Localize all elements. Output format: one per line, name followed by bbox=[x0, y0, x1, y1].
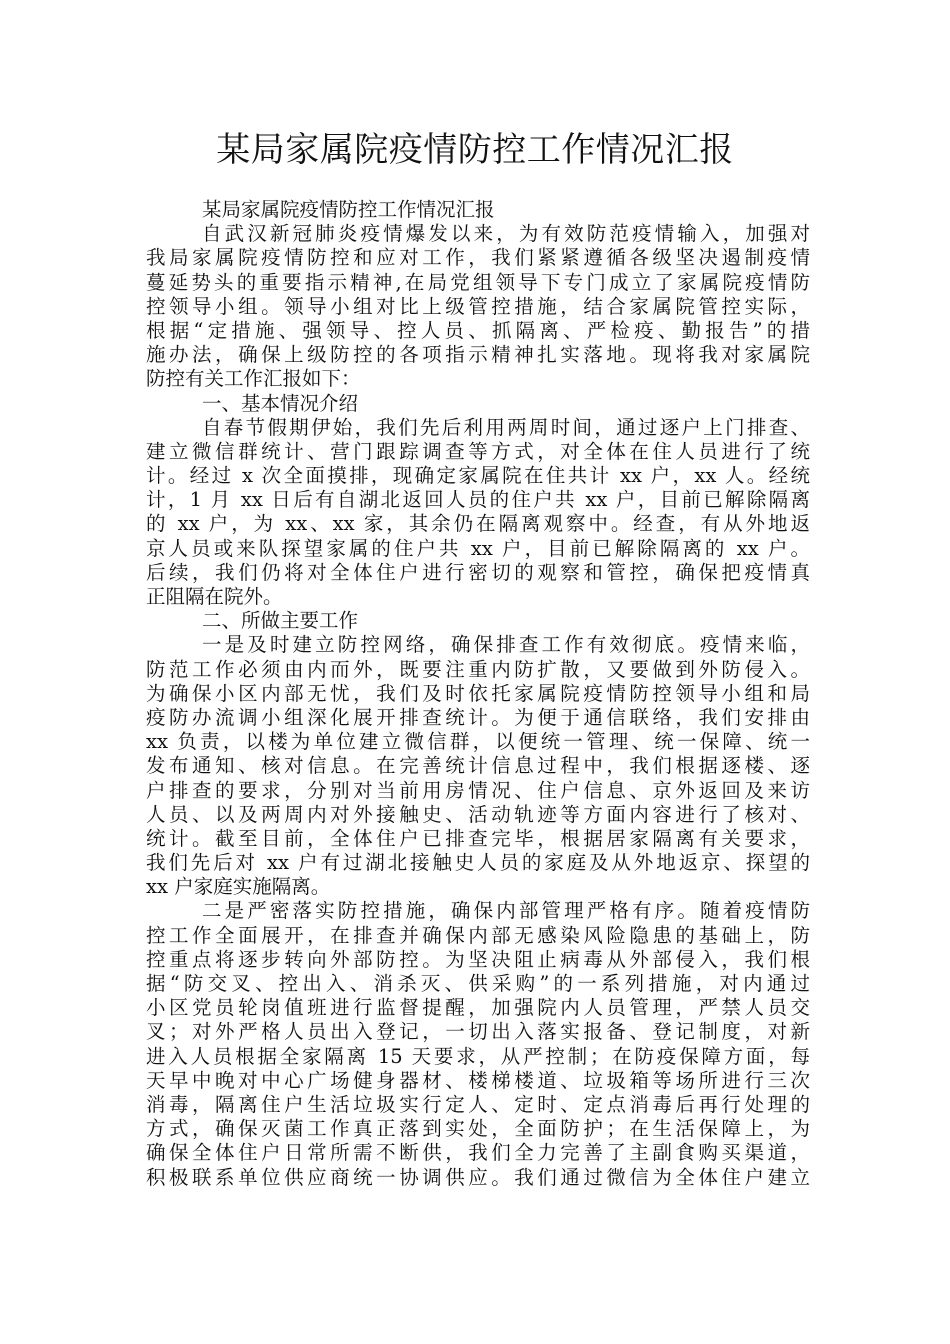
text-line: 控领导小组。领导小组对比上级管控措施，结合家属院管控实际， bbox=[146, 294, 810, 318]
text-line: 一是及时建立防控网络，确保排查工作有效彻底。疫情来临， bbox=[202, 633, 810, 657]
text-line: 我们先后对 xx 户有过湖北接触史人员的家庭及从外地返京、探望的 bbox=[146, 851, 810, 875]
text-line: 的 xx 户，为 xx、xx 家，其余仍在隔离观察中。经查，有从外地返 bbox=[146, 512, 810, 536]
text-line: 计，1 月 xx 日后有自湖北返回人员的住户共 xx 户，目前已解除隔离 bbox=[146, 488, 810, 512]
text-line: 自武汉新冠肺炎疫情爆发以来，为有效防范疫情输入，加强对 bbox=[202, 222, 810, 246]
text-line: 消毒，隔离住户生活垃圾实行定人、定时、定点消毒后再行处理的 bbox=[146, 1092, 810, 1116]
text-line: 防控有关工作汇报如下： bbox=[146, 367, 361, 391]
text-line: 统计。截至目前，全体住户已排查完毕，根据居家隔离有关要求， bbox=[146, 826, 810, 850]
text-line: 疫防办流调小组深化展开排查统计。为便于通信联络，我们安排由 bbox=[146, 705, 810, 729]
document-title: 某局家属院疫情防控工作情况汇报 bbox=[216, 130, 734, 170]
document-body bbox=[146, 198, 810, 1190]
text-line: 正阻隔在院外。 bbox=[146, 585, 283, 608]
text-line: 施办法，确保上级防控的各项指示精神扎实落地。现将我对家属院 bbox=[146, 343, 810, 367]
text-line: 我局家属院疫情防控和应对工作，我们紧紧遵循各级坚决遏制疫情 bbox=[146, 246, 810, 270]
text-line: 一、基本情况介绍 bbox=[202, 391, 359, 415]
text-line: 二、所做主要工作 bbox=[202, 609, 359, 633]
text-line: 进入人员根据全家隔离 15 天要求，从严控制；在防疫保障方面，每 bbox=[146, 1044, 810, 1068]
text-line: xx 户家庭实施隔离。 bbox=[146, 875, 331, 899]
text-line: 为确保小区内部无忧，我们及时依托家属院疫情防控领导小组和局 bbox=[146, 681, 810, 705]
text-line: 根据“定措施、强领导、控人员、抓隔离、严检疫、勤报告”的措 bbox=[146, 318, 810, 342]
text-line: 后续，我们仍将对全体住户进行密切的观察和管控，确保把疫情真 bbox=[146, 560, 810, 584]
text-line: 方式，确保灭菌工作真正落到实处，全面防护；在生活保障上，为 bbox=[146, 1117, 810, 1141]
text-line: 人员、以及两周内对外接触史、活动轨迹等方面内容进行了核对、 bbox=[146, 802, 810, 826]
text-line: 户排查的要求，分别对当前用房情况、住户信息、京外返回及来访 bbox=[146, 778, 810, 802]
text-line: 蔓延势头的重要指示精神,在局党组领导下专门成立了家属院疫情防 bbox=[146, 270, 810, 294]
text-line: xx 负责，以楼为单位建立微信群，以便统一管理、统一保障、统一 bbox=[146, 730, 810, 754]
text-line: 某局家属院疫情防控工作情况汇报 bbox=[202, 198, 495, 221]
text-line: 二是严密落实防控措施，确保内部管理严格有序。随着疫情防 bbox=[202, 899, 810, 923]
text-line: 控重点将逐步转向外部防控。为坚决阻止病毒从外部侵入，我们根 bbox=[146, 947, 810, 971]
text-line: 发布通知、核对信息。在完善统计信息过程中，我们根据逐楼、逐 bbox=[146, 754, 810, 778]
text-line: 防范工作必须由内而外，既要注重内防扩散，又要做到外防侵入。 bbox=[146, 657, 810, 681]
text-line: 建立微信群统计、营门跟踪调查等方式，对全体在住人员进行了统 bbox=[146, 439, 810, 463]
text-line: 小区党员轮岗值班进行监督提醒，加强院内人员管理，严禁人员交 bbox=[146, 996, 810, 1020]
text-line: 叉；对外严格人员出入登记，一切出入落实报备、登记制度，对新 bbox=[146, 1020, 810, 1044]
text-line: 据“防交叉、控出入、消杀灭、供采购”的一系列措施，对内通过 bbox=[146, 972, 810, 995]
text-line: 京人员或来队探望家属的住户共 xx 户，目前已解除隔离的 xx 户。 bbox=[146, 536, 810, 560]
text-line: 确保全体住户日常所需不断供，我们全力完善了主副食购买渠道， bbox=[146, 1141, 810, 1165]
text-line: 天早中晚对中心广场健身器材、楼梯楼道、垃圾箱等场所进行三次 bbox=[146, 1068, 810, 1092]
text-line: 控工作全面展开，在排查并确保内部无感染风险隐患的基础上，防 bbox=[146, 923, 810, 947]
text-line: 自春节假期伊始，我们先后利用两周时间，通过逐户上门排查、 bbox=[202, 415, 810, 439]
text-line: 积极联系单位供应商统一协调供应。我们通过微信为全体住户建立 bbox=[146, 1165, 810, 1189]
text-line: 计。经过 x 次全面摸排，现确定家属院在住共计 xx 户，xx 人。经统 bbox=[146, 464, 810, 488]
